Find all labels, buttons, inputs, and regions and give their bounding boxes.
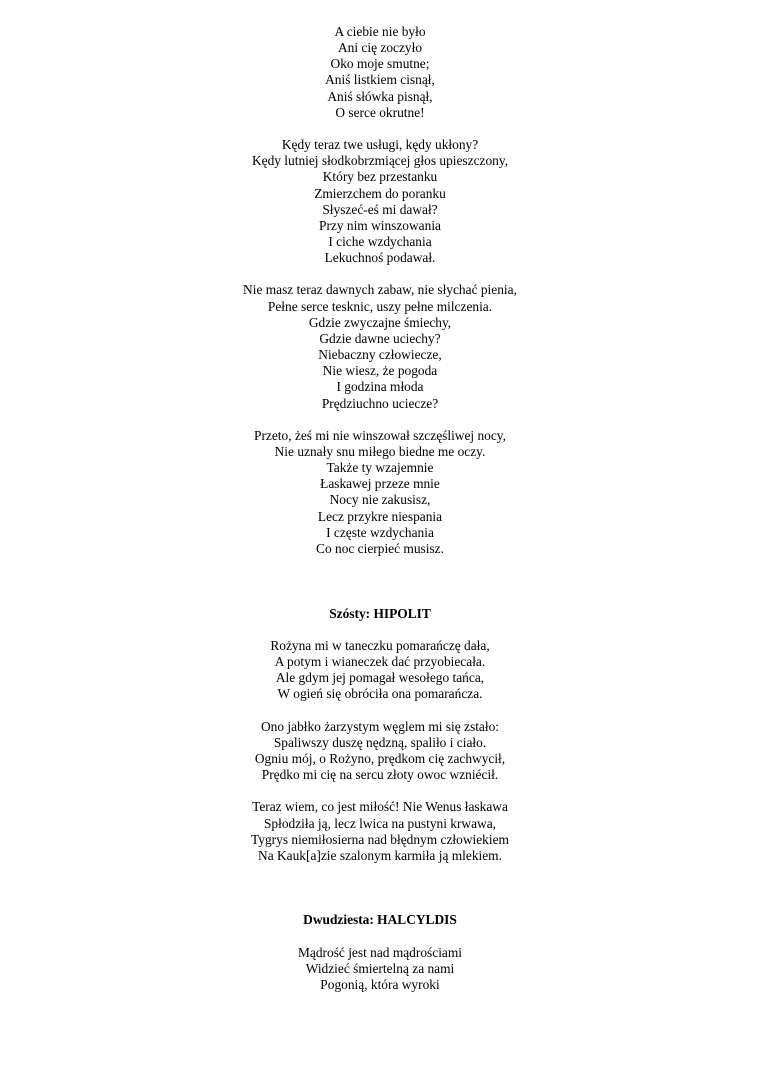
- verse-line: Aniś listkiem cisnął,: [325, 72, 435, 88]
- verse-line: Ani cię zoczyło: [337, 40, 423, 56]
- stanza: [0, 282, 760, 411]
- verse-line: Przy nim winszowania: [319, 217, 441, 233]
- verse-line: Co noc cierpieć musisz.: [316, 540, 444, 556]
- verse-line: Aniś słówka pisnął,: [327, 88, 433, 104]
- verse-line: Przeto, żeś mi nie winszował szczęśliwej nocy,: [254, 427, 506, 443]
- stanza: [0, 638, 760, 703]
- verse-line: Tygrys niemiłosierna nad błędnym człowiekiem: [251, 831, 509, 847]
- verse-line: Lecz przykre niespania: [317, 508, 443, 524]
- verse-line: Gdzie zwyczajne śmiechy,: [308, 314, 452, 330]
- verse-line: Ale gdym jej pomagał wesołego tańca,: [275, 670, 485, 686]
- stanza: [0, 719, 760, 784]
- poem-heading: Szósty: HIPOLIT: [329, 605, 431, 621]
- verse-line: Prędziuchno uciecze?: [321, 395, 439, 411]
- section-spacer: [0, 880, 760, 912]
- verse-line: Lekuchnoś podawał.: [324, 250, 436, 266]
- poem-section: [0, 24, 760, 557]
- verse-line: Pełne serce tesknic, uszy pełne milczenia.: [267, 298, 493, 314]
- verse-line: A ciebie nie było: [334, 24, 426, 39]
- verse-line: Słyszeć-eś mi dawał?: [322, 201, 438, 217]
- verse-line: A potym i wianeczek dać przyobiecała.: [274, 654, 486, 669]
- verse-line: Kędy lutniej słodkobrzmiącej głos upieszczony,: [251, 153, 509, 169]
- verse-line: Mądrość jest nad mądrościami: [298, 944, 462, 960]
- verse-line: Gdzie dawne uciechy?: [319, 330, 441, 346]
- verse-line: Ono jabłko żarzystym węglem mi się zstało:: [261, 718, 499, 734]
- verse-line: Zmierzchem do poranku: [314, 185, 446, 201]
- verse-line: Nie uznały snu miłego biedne me oczy.: [274, 444, 486, 460]
- verse-line: O serce okrutne!: [335, 104, 425, 120]
- verse-line: Który bez przestanku: [322, 169, 438, 185]
- verse-line: Także ty wzajemnie: [326, 460, 434, 476]
- verse-line: Nie wiesz, że pogoda: [322, 363, 438, 379]
- poem-heading: Dwudziesta: HALCYLDIS: [303, 912, 457, 928]
- verse-line: Rożyna mi w taneczku pomarańczę dała,: [270, 637, 490, 653]
- verse-line: I częste wzdychania: [326, 524, 434, 540]
- verse-line: Spłodziła ją, lecz lwica na pustyni krwawa,: [263, 815, 497, 831]
- verse-line: I ciche wzdychania: [328, 234, 432, 250]
- stanza: [0, 799, 760, 864]
- verse-line: Oko moje smutne;: [330, 56, 430, 72]
- verse-line: Niebaczny człowiecze,: [318, 347, 442, 363]
- section-spacer: [0, 573, 760, 605]
- verse-line: Kędy teraz twe usługi, kędy ukłony?: [281, 137, 479, 153]
- poem-section: [0, 606, 760, 864]
- stanza: [0, 137, 760, 266]
- document-page: [0, 24, 760, 1009]
- verse-line: Spaliwszy duszę nędzną, spaliło i ciało.: [273, 734, 487, 750]
- verse-line: Ogniu mój, o Rożyno, prędkom cię zachwycił,: [254, 750, 506, 766]
- verse-line: Nocy nie zakusisz,: [329, 492, 431, 508]
- verse-line: Nie masz teraz dawnych zabaw, nie słychać pienia,: [243, 282, 517, 298]
- verse-line: Na Kauk[a]zie szalonym karmiła ją mlekiem.: [258, 847, 502, 863]
- verse-line: Teraz wiem, co jest miłość! Nie Wenus łaskawa: [252, 799, 508, 815]
- verse-line: I godzina młoda: [336, 379, 424, 395]
- verse-line: W ogień się obróciła ona pomarańcza.: [277, 686, 483, 702]
- verse-line: Widzieć śmiertelną za nami: [305, 960, 455, 976]
- verse-line: Łaskawej przeze mnie: [320, 476, 440, 492]
- poem-section: [0, 912, 760, 993]
- stanza: [0, 945, 760, 993]
- verse-line: Prędko mi cię na sercu złoty owoc wzniécił.: [261, 767, 499, 783]
- stanza: [0, 24, 760, 121]
- stanza: [0, 428, 760, 557]
- verse-line: Pogonią, która wyroki: [320, 977, 440, 993]
